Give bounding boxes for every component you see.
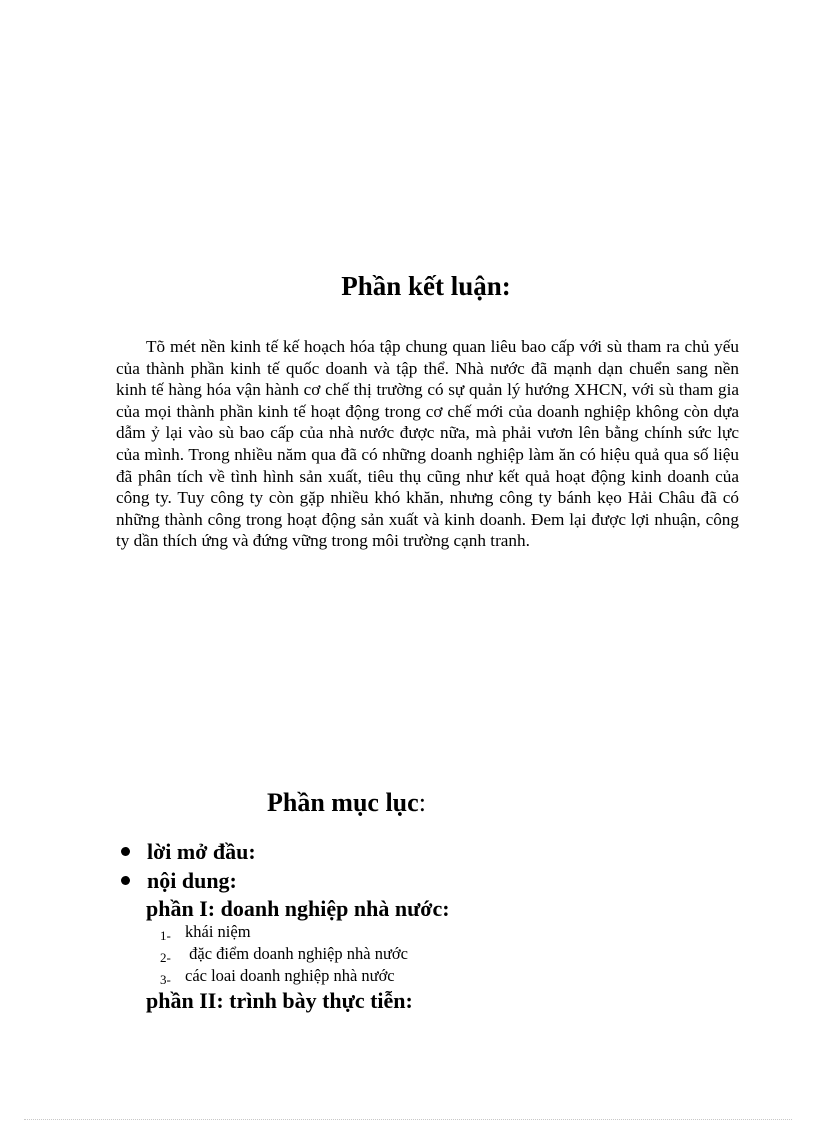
item-number: 3-	[160, 972, 171, 987]
toc-item-content	[118, 867, 237, 895]
part-1-item	[160, 922, 251, 943]
item-label: khái niệm	[185, 922, 251, 941]
toc-title-text: Phần mục lục	[267, 788, 419, 817]
conclusion-paragraph: Tõ mét nền kinh tế kế hoạch hóa tập chung quan liêu bao cấp với sù tham ra chủ yếu của thành phần kinh tế quốc doanh và tập thể. Nhà nước đã mạnh dạn chuển sang nền kinh tế hàng hóa vận hành cơ chế thị trường có sự quản lý hướng XHCN, với sù tham gia của mọi thành phần kinh tế hoạt động trong cơ chế mới của doanh nghiệp không còn dựa dẫm ỷ lại vào sù bao cấp của nhà nước được nữa, mà phải vươn lên bằng chính sức lực của mình. Trong nhiều năm qua đã có những doanh nghiệp làm ăn có hiệu quả qua số liệu đã phân tích về tình hình sản xuất, tiêu thụ cũng như kết quả hoạt động kinh doanh của công ty. Tuy công ty còn gặp nhiều khó khăn, nhưng công ty bánh kẹo Hải Châu đã có những thành công trong hoạt động sản xuất và kinh doanh. Đem lại được lợi nhuận, công ty dần thích ứng và đứng vững trong môi trường cạnh tranh.	[116, 337, 739, 551]
part-1-item	[160, 966, 395, 987]
item-label: đặc điểm doanh nghiệp nhà nước	[185, 944, 408, 963]
page-bottom-divider	[24, 1119, 792, 1120]
toc-item-label: nội dung:	[147, 868, 237, 893]
item-number: 1-	[160, 928, 171, 943]
item-number: 2-	[160, 950, 171, 965]
toc-item-intro	[118, 838, 256, 866]
toc-title-colon: :	[418, 788, 426, 817]
bullet-icon	[121, 847, 130, 856]
toc-title	[267, 786, 426, 820]
bullet-icon	[121, 876, 130, 885]
part-2-heading: phần II: trình bày thực tiễn:	[146, 988, 413, 1013]
part-1-heading: phần I: doanh nghiệp nhà nước:	[146, 896, 450, 921]
item-label: các loai doanh nghiệp nhà nước	[185, 966, 395, 985]
toc-item-label: lời mở đầu:	[147, 839, 256, 864]
part-1-item	[160, 944, 408, 965]
conclusion-title: Phần kết luận:	[341, 271, 511, 301]
